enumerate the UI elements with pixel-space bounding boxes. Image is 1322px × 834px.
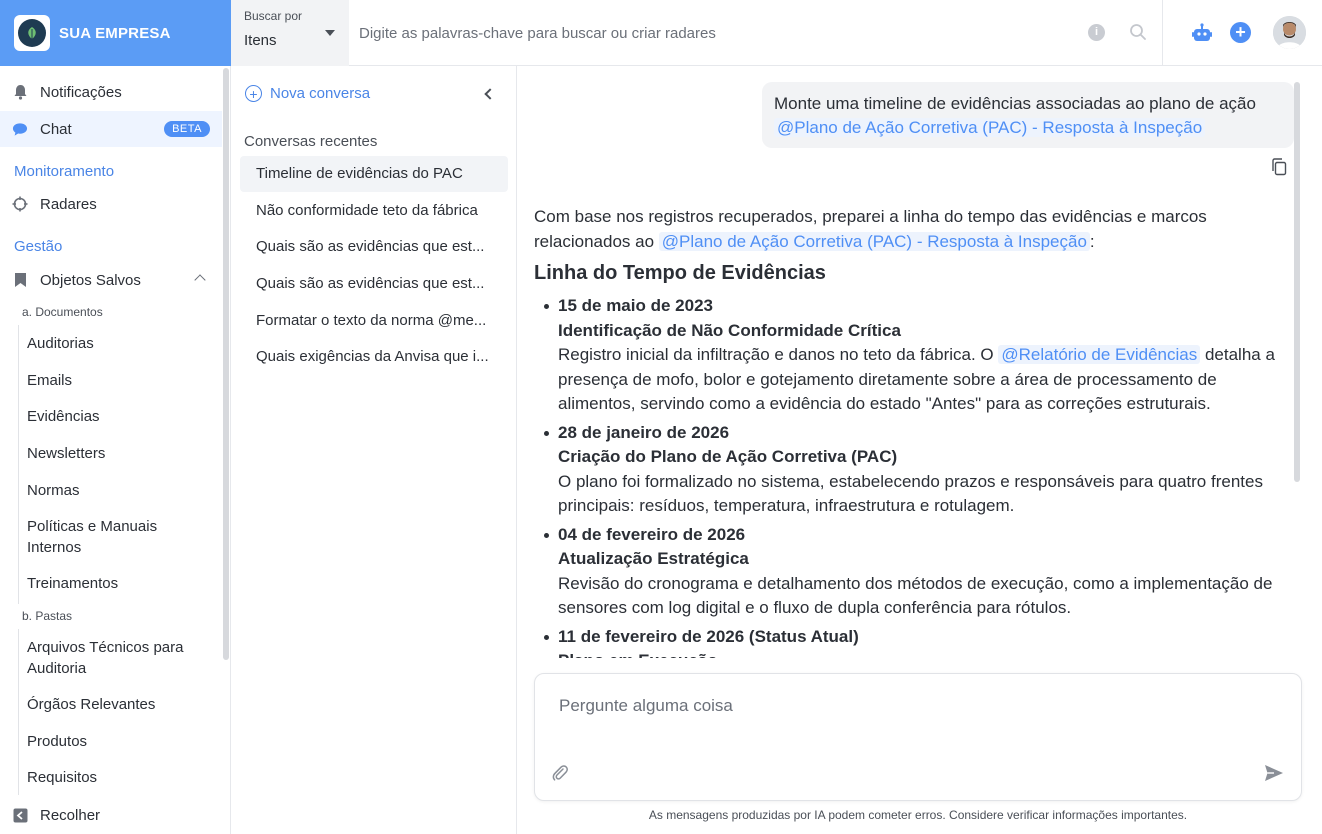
- message-composer: [534, 673, 1302, 801]
- sidebar-item-label: Radares: [40, 195, 97, 213]
- mention-chip[interactable]: @Plano de Ação Corretiva (PAC) - Resposta à Inspeção: [774, 118, 1205, 137]
- timeline-date: 11 de fevereiro de 2026 (Status Atual): [558, 626, 859, 646]
- timeline-text: O plano foi formalizado no sistema, estabelecendo prazos e responsáveis para quatro frentes principais: resíduos, temperatura, infraestrutura e rotulagem.: [558, 471, 1263, 515]
- timeline-date: 15 de maio de 2023: [558, 296, 713, 315]
- caret-down-icon: [325, 30, 335, 36]
- timeline-heading: Linha do Tempo de Evidências: [534, 262, 826, 284]
- timeline-entry: [558, 294, 1294, 417]
- ai-intro-end: :: [1089, 231, 1095, 251]
- timeline-text: Registro inicial da infiltração e danos no teto da fábrica. O: [558, 345, 994, 364]
- tree-line: [18, 325, 19, 604]
- plus-circle-icon: +: [245, 85, 262, 102]
- sidebar-item-notifications[interactable]: [0, 74, 222, 110]
- section-monitoring: Monitoramento: [14, 163, 115, 180]
- new-conversation-button[interactable]: [245, 85, 370, 102]
- ai-message: [534, 205, 1294, 678]
- sidebar-item-label: Chat: [40, 120, 72, 138]
- bell-icon: [12, 84, 28, 100]
- collapse-sidebar-button[interactable]: [0, 797, 222, 833]
- leaf-icon: [23, 24, 41, 42]
- search-input[interactable]: [349, 0, 1159, 66]
- search-by-label: Buscar por: [244, 9, 303, 23]
- copy-icon[interactable]: [1271, 158, 1287, 176]
- tree-item-policies[interactable]: Políticas e Manuais Internos: [27, 518, 158, 556]
- conversation-item[interactable]: Formatar o texto da norma @me...: [256, 312, 487, 329]
- timeline-entry: [558, 523, 1294, 621]
- sidebar-scrollbar[interactable]: [223, 68, 229, 660]
- top-bar: [231, 0, 1322, 66]
- tree-line: [18, 629, 19, 795]
- plus-circle-icon[interactable]: +: [1230, 22, 1251, 43]
- divider: [1162, 0, 1163, 66]
- user-avatar[interactable]: [1273, 16, 1306, 49]
- search-icon[interactable]: [1129, 23, 1147, 41]
- tree-item-products[interactable]: Produtos: [27, 733, 88, 750]
- sidebar-item-saved-objects[interactable]: [0, 262, 222, 298]
- company-logo: [14, 15, 50, 51]
- scroll-mask: [517, 658, 1297, 674]
- timeline-text: detalha a presença de mofo, bolor e gotejamento diretamente sobre a área de processamento de alimentos, servindo como a evidência do estado "Antes" para as correções estruturais.: [558, 345, 1275, 413]
- message-input[interactable]: [559, 690, 1259, 722]
- collapse-icon: [12, 807, 28, 823]
- conversation-item[interactable]: Quais exigências da Anvisa que i...: [256, 348, 489, 365]
- search-by-value: Itens: [244, 32, 277, 49]
- user-message-text: Monte uma timeline de evidências associadas ao plano de ação: [774, 94, 1256, 113]
- timeline-date: 28 de janeiro de 2026: [558, 422, 730, 442]
- tree-item-requirements[interactable]: Requisitos: [27, 769, 98, 786]
- company-name: SUA EMPRESA: [59, 24, 171, 42]
- tree-item-audits[interactable]: Auditorias: [27, 335, 94, 352]
- sidebar: [0, 66, 231, 834]
- sidebar-item-label: Notificações: [40, 83, 122, 101]
- ai-intro: [534, 205, 1294, 254]
- conversations-panel: [231, 66, 517, 834]
- search-by-select[interactable]: [231, 0, 349, 66]
- collapse-label: Recolher: [40, 806, 101, 824]
- tree-item-evidences[interactable]: Evidências: [27, 408, 100, 425]
- send-icon[interactable]: [1264, 764, 1284, 782]
- tree-item-emails[interactable]: Emails: [27, 372, 73, 389]
- conversation-item[interactable]: Quais são as evidências que est...: [256, 238, 485, 255]
- sidebar-item-radars[interactable]: [0, 186, 222, 222]
- tree-item-norms[interactable]: Normas: [27, 482, 80, 499]
- timeline-date: 04 de fevereiro de 2026: [558, 524, 746, 544]
- section-management: Gestão: [14, 238, 63, 255]
- paperclip-icon[interactable]: [551, 764, 569, 782]
- beta-badge: BETA: [164, 121, 210, 137]
- timeline-entry: [558, 421, 1294, 519]
- group-documents: a. Documentos: [22, 305, 103, 319]
- tree-item-trainings[interactable]: Treinamentos: [27, 575, 119, 592]
- group-folders: b. Pastas: [22, 609, 73, 623]
- timeline-title: Criação do Plano de Ação Corretiva (PAC): [558, 447, 898, 466]
- mention-chip[interactable]: @Plano de Ação Corretiva (PAC) - Resposta à Inspeção: [659, 232, 1090, 251]
- info-icon[interactable]: i: [1088, 24, 1105, 41]
- chat-scrollbar[interactable]: [1294, 82, 1300, 482]
- conversation-item[interactable]: Timeline de evidências do PAC: [240, 156, 508, 192]
- user-message: [762, 82, 1294, 148]
- tree-item-technical-files[interactable]: Arquivos Técnicos para Auditoria: [27, 639, 184, 677]
- sidebar-item-label: Objetos Salvos: [40, 271, 141, 289]
- timeline-title: Identificação de Não Conformidade Crítica: [558, 320, 901, 340]
- new-conversation-label: Nova conversa: [270, 85, 371, 102]
- brand-header[interactable]: [0, 0, 231, 66]
- tree-item-relevant-bodies[interactable]: Órgãos Relevantes: [27, 696, 156, 713]
- sidebar-item-chat[interactable]: [0, 111, 222, 147]
- recent-conversations-label: Conversas recentes: [244, 133, 378, 150]
- ai-intro-text: Com base nos registros recuperados, preparei a linha do tempo das evidências e marcos relacionados ao: [534, 207, 1207, 251]
- timeline-title: Atualização Estratégica: [558, 549, 749, 568]
- ai-disclaimer: As mensagens produzidas por IA podem cometer erros. Considere verificar informações importantes.: [648, 808, 1188, 822]
- timeline-list: [534, 294, 1294, 674]
- tree-item-newsletters[interactable]: Newsletters: [27, 445, 106, 462]
- mention-chip[interactable]: @Relatório de Evidências: [998, 345, 1200, 364]
- conversation-item[interactable]: Quais são as evidências que est...: [256, 275, 485, 292]
- timeline-text: Revisão do cronograma e detalhamento dos métodos de execução, como a implementação de sensores com log digital e o fluxo de dupla conferência para rótulos.: [558, 573, 1273, 617]
- chat-bubble-icon: [12, 121, 28, 137]
- bookmark-icon: [12, 272, 28, 288]
- chevron-left-icon[interactable]: [484, 88, 495, 99]
- crosshair-icon: [12, 196, 28, 212]
- chat-area: [517, 66, 1322, 834]
- robot-icon[interactable]: [1191, 22, 1213, 44]
- chevron-up-icon[interactable]: [194, 274, 205, 285]
- conversation-item[interactable]: Não conformidade teto da fábrica: [256, 202, 478, 219]
